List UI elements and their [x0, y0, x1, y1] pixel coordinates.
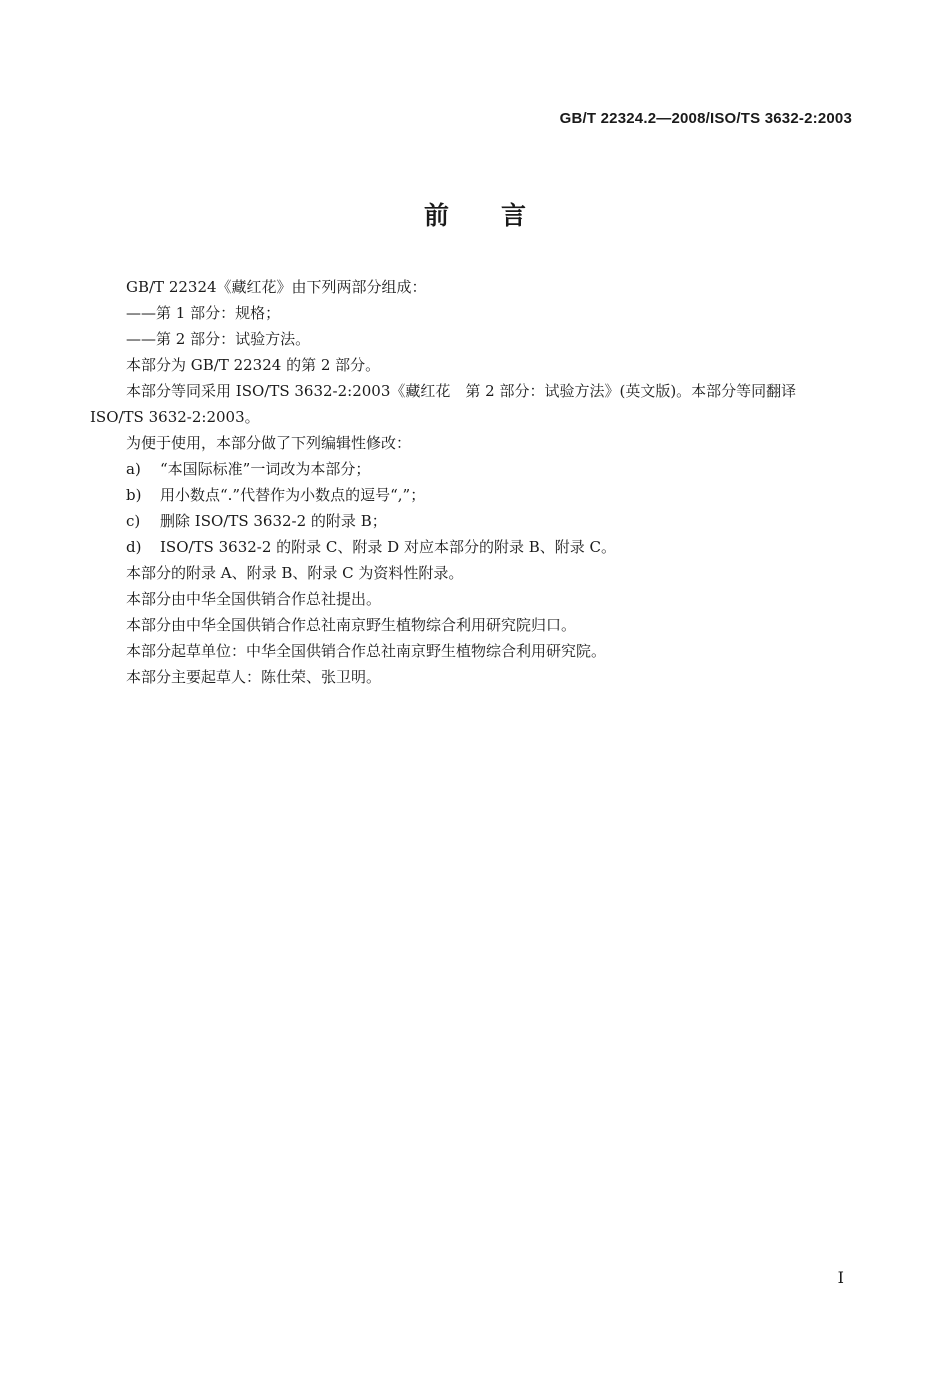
- list-item: [90, 485, 855, 505]
- list-text: 删除 ISO/TS 3632-2 的附录 B；: [160, 512, 387, 530]
- paragraph-part-2: ——第 2 部分：试验方法。: [126, 330, 311, 348]
- page-number: I: [837, 1268, 844, 1287]
- paragraph-editorial-intro: 为便于使用，本部分做了下列编辑性修改：: [126, 434, 412, 452]
- list-marker: c): [126, 512, 141, 530]
- list-text: ISO/TS 3632-2 的附录 C、附录 D 对应本部分的附录 B、附录 C。: [160, 538, 617, 556]
- paragraph-this-part: 本部分为 GB/T 22324 的第 2 部分。: [126, 356, 381, 374]
- paragraph-centralized-by: 本部分由中华全国供销合作总社南京野生植物综合利用研究院归口。: [126, 616, 577, 634]
- paragraph-adoption-line-1: 本部分等同采用 ISO/TS 3632-2:2003《藏红花 第 2 部分：试验方法》(英文版)。本部分等同翻译: [126, 382, 797, 400]
- list-text: “本国际标准”一词改为本部分；: [160, 460, 371, 478]
- list-text: 用小数点“.”代替作为小数点的逗号“,”；: [160, 486, 426, 504]
- list-item: [90, 459, 855, 479]
- list-marker: d): [126, 538, 142, 556]
- paragraph-adoption-line-2: ISO/TS 3632-2:2003。: [90, 408, 260, 426]
- list-marker: a): [126, 460, 141, 478]
- foreword-body: [90, 277, 855, 693]
- standard-code-header: GB/T 22324.2—2008/ISO/TS 3632-2:2003: [559, 110, 852, 127]
- paragraph-composition: GB/T 22324《藏红花》由下列两部分组成：: [126, 278, 427, 296]
- list-item: [90, 537, 855, 557]
- paragraph-proposed-by: 本部分由中华全国供销合作总社提出。: [126, 590, 382, 608]
- paragraph-drafting-unit: 本部分起草单位：中华全国供销合作总社南京野生植物综合利用研究院。: [126, 642, 607, 660]
- paragraph-drafters: 本部分主要起草人：陈仕荣、张卫明。: [126, 668, 382, 686]
- list-item: [90, 511, 855, 531]
- list-marker: b): [126, 486, 142, 504]
- paragraph-part-1: ——第 1 部分：规格；: [126, 304, 281, 322]
- page-title: 前言: [423, 201, 578, 230]
- paragraph-annexes: 本部分的附录 A、附录 B、附录 C 为资料性附录。: [126, 564, 464, 582]
